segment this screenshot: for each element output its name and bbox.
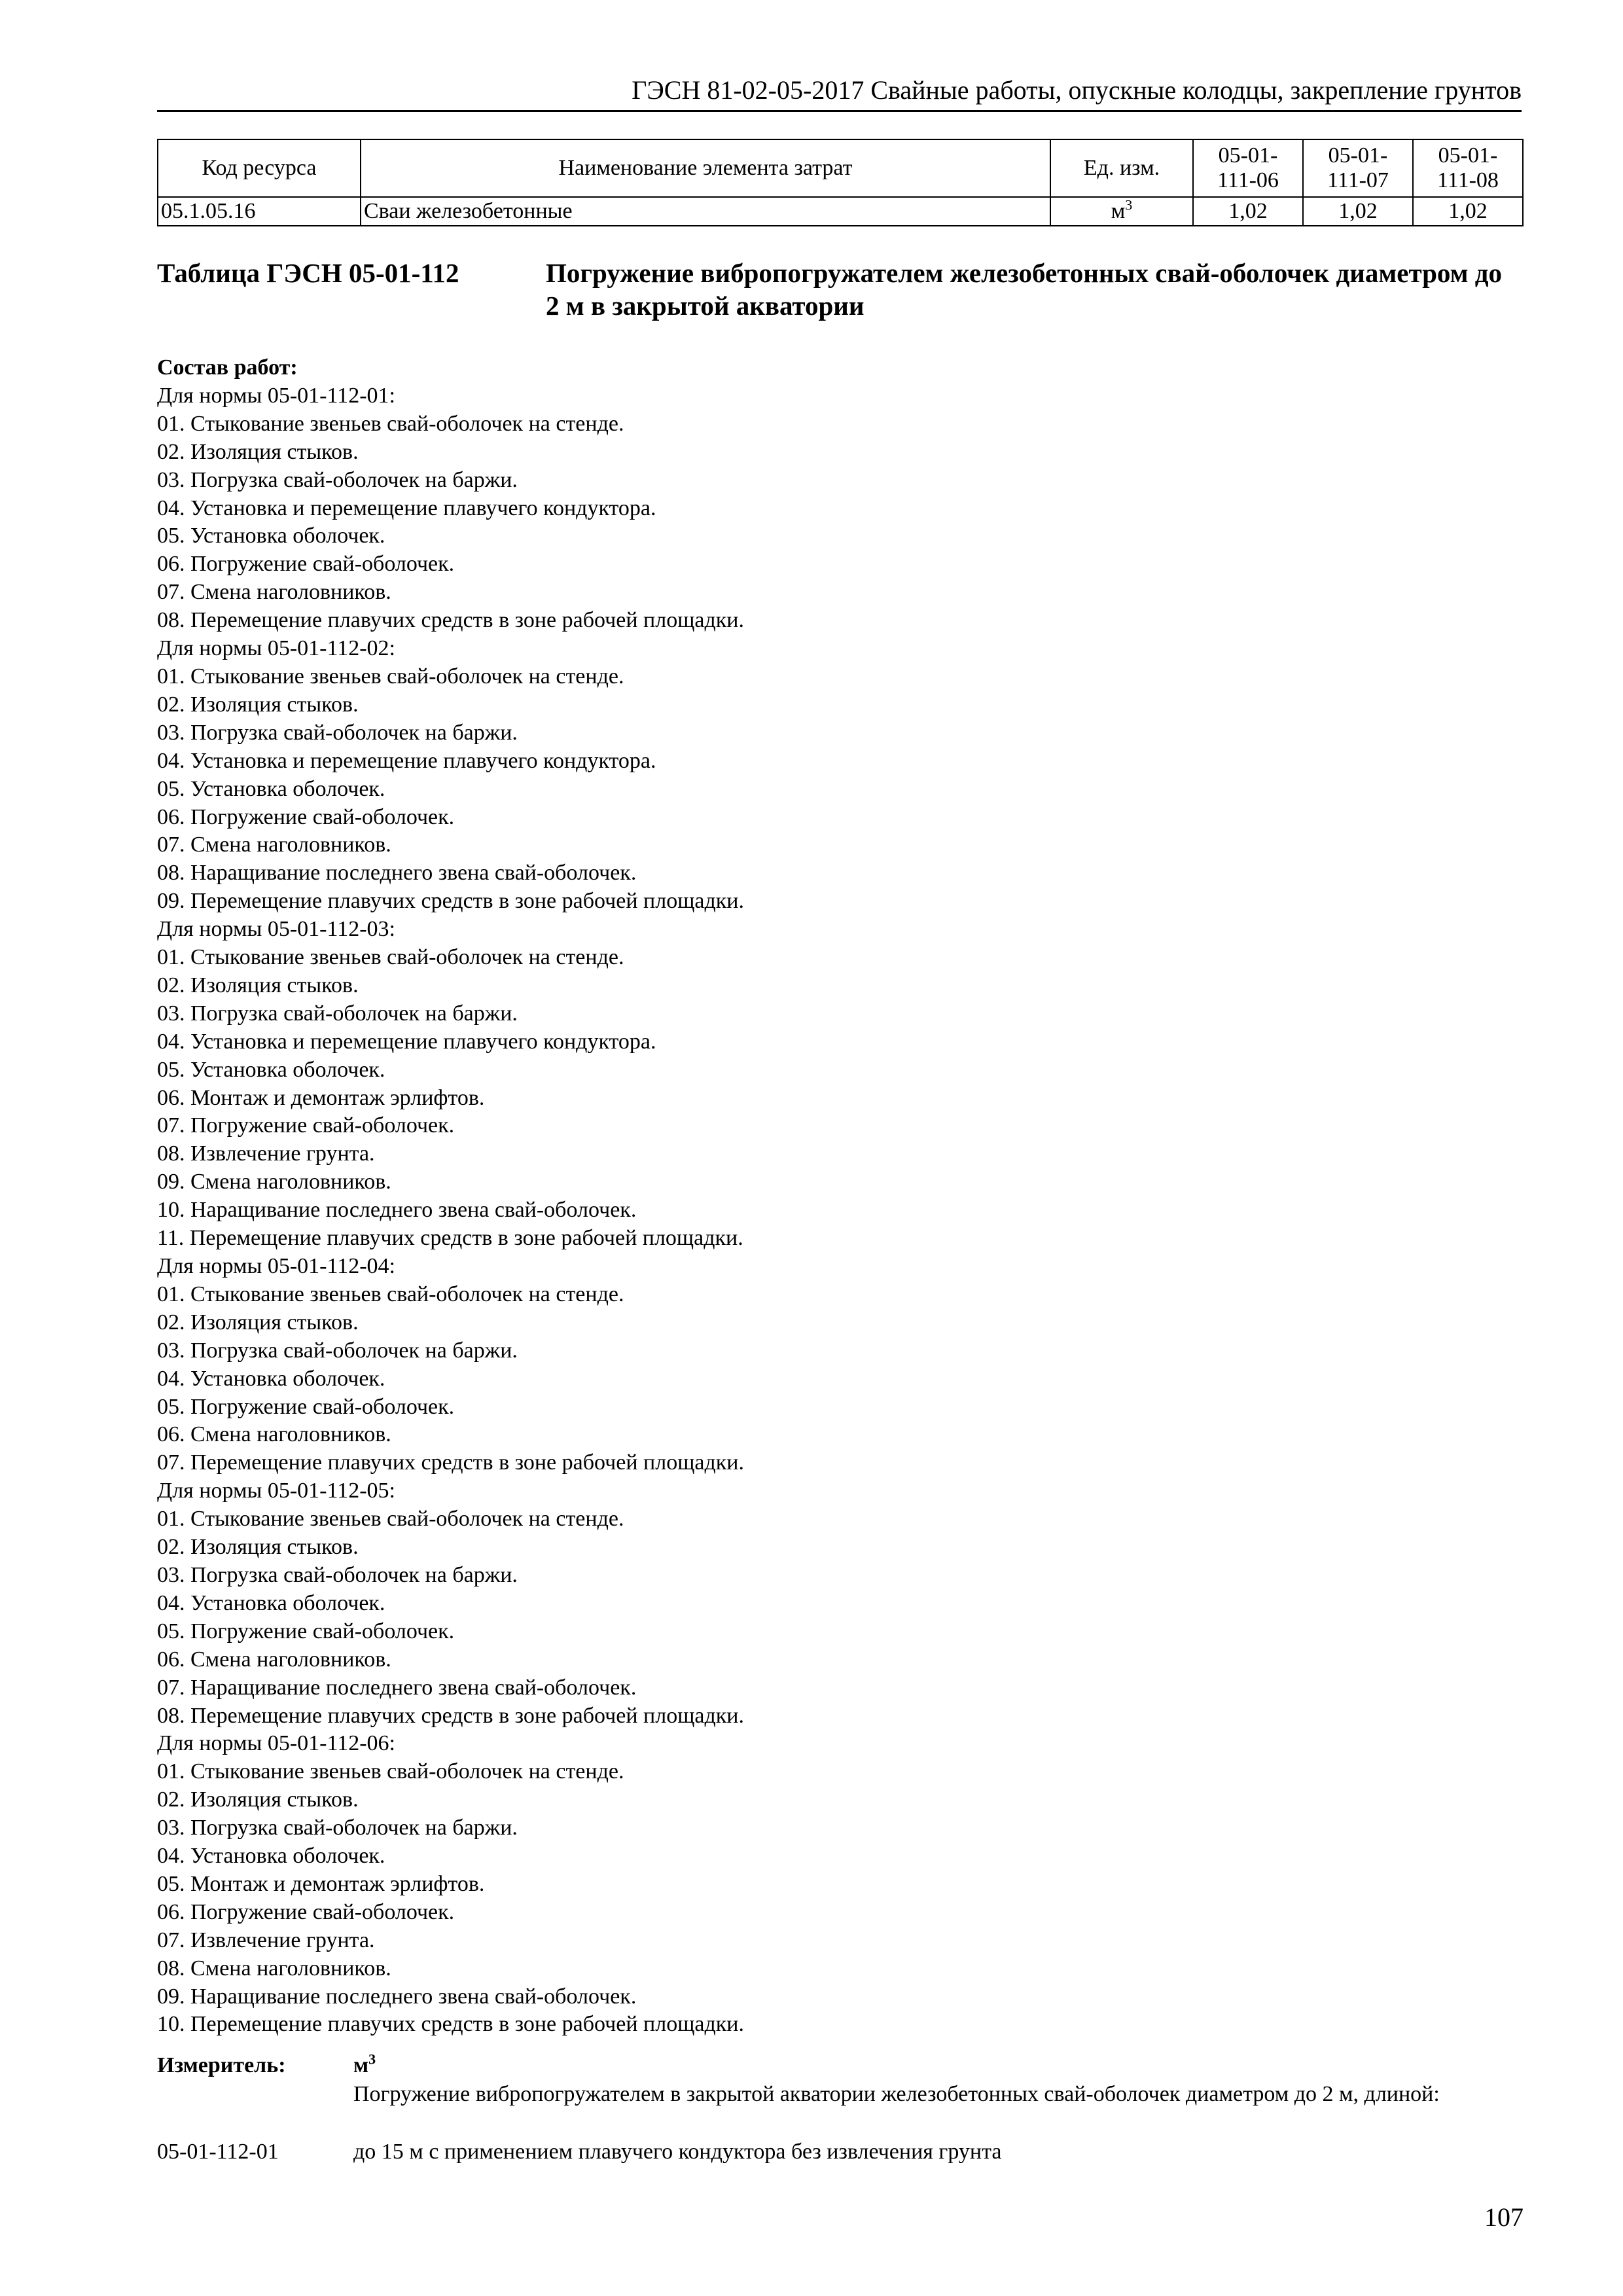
table-number: Таблица ГЭСН 05-01-112 (157, 258, 459, 288)
list-item: 05. Погружение свай-оболочек. (157, 1394, 455, 1419)
list-item: 08. Смена наголовников. (157, 1956, 391, 1981)
cell-value-07: 1,02 (1303, 197, 1413, 226)
norm-subheading: Для нормы 05-01-112-01: (157, 383, 395, 408)
unit-superscript: 3 (1125, 196, 1133, 213)
list-item: 05. Погружение свай-оболочек. (157, 1619, 455, 1643)
list-item: 01. Стыкование звеньев свай-оболочек на стенде. (157, 1507, 624, 1532)
list-item: 01. Стыкование звеньев свай-оболочек на стенде. (157, 411, 624, 436)
meter-unit (353, 2053, 376, 2079)
list-item: 03. Погрузка свай-оболочек на баржи. (157, 1001, 518, 1026)
list-item: 02. Изоляция стыков. (157, 973, 359, 997)
list-item: 07. Погружение свай-оболочек. (157, 1113, 455, 1138)
list-item: 01. Стыкование звеньев свай-оболочек на стенде. (157, 945, 624, 970)
table-row (158, 197, 1523, 226)
list-item: 06. Погружение свай-оболочек. (157, 552, 455, 577)
list-item: 11. Перемещение плавучих средств в зоне рабочей площадки. (157, 1226, 743, 1251)
list-item: 09. Наращивание последнего звена свай-оболочек. (157, 1984, 637, 2009)
work-composition (157, 354, 1524, 2039)
list-item: 06. Монтаж и демонтаж эрлифтов. (157, 1085, 485, 1110)
list-item: 08. Наращивание последнего звена свай-оболочек. (157, 861, 637, 886)
norm-subheading: Для нормы 05-01-112-04: (157, 1254, 395, 1278)
list-item: 04. Установка и перемещение плавучего кондуктора. (157, 495, 656, 520)
column-header-norm-06: 05-01- 111-06 (1193, 139, 1303, 197)
list-item: 09. Перемещение плавучих средств в зоне рабочей площадки. (157, 889, 744, 914)
work-list (157, 382, 1524, 2039)
norm-description: до 15 м с применением плавучего кондуктора без извлечения грунта (353, 2140, 1002, 2164)
list-item: 10. Наращивание последнего звена свай-оболочек. (157, 1198, 637, 1223)
norm-subheading: Для нормы 05-01-112-05: (157, 1479, 395, 1503)
norm-code: 05-01-112-01 (157, 2140, 279, 2164)
list-item: 09. Смена наголовников. (157, 1170, 391, 1194)
list-item: 01. Стыкование звеньев свай-оболочек на стенде. (157, 1282, 624, 1306)
list-item: 06. Смена наголовников. (157, 1422, 391, 1447)
table-header-row (158, 139, 1523, 197)
norm-subheading: Для нормы 05-01-112-03: (157, 917, 395, 942)
table-name: Погружение вибропогружателем железобетонных свай-оболочек диаметром до 2 м в закрытой акватории (546, 258, 1503, 321)
list-item: 02. Изоляция стыков. (157, 1535, 359, 1560)
column-header-unit: Ед. изм. (1050, 139, 1193, 197)
list-item: 03. Погрузка свай-оболочек на баржи. (157, 720, 518, 745)
norm-subheading: Для нормы 05-01-112-06: (157, 1731, 395, 1756)
column-header-norm-08: 05-01- 111-08 (1413, 139, 1523, 197)
page-number: 107 (1484, 2202, 1524, 2232)
list-item: 04. Установка и перемещение плавучего кондуктора. (157, 748, 656, 773)
cell-code: 05.1.05.16 (158, 197, 361, 226)
list-item: 02. Изоляция стыков. (157, 1310, 359, 1335)
list-item: 07. Наращивание последнего звена свай-оболочек. (157, 1675, 637, 1700)
meter-description: Погружение вибропогружателем в закрытой акватории железобетонных свай-оболочек диаметром до 2 м, длиной: (353, 2082, 1440, 2106)
list-item: 07. Извлечение грунта. (157, 1928, 375, 1952)
list-item: 04. Установка оболочек. (157, 1590, 385, 1615)
list-item: 04. Установка оболочек. (157, 1844, 385, 1869)
column-header-name: Наименование элемента затрат (361, 139, 1050, 197)
list-item: 06. Погружение свай-оболочек. (157, 804, 455, 829)
cell-name: Сваи железобетонные (361, 197, 1050, 226)
meter-label: Измеритель: (157, 2053, 286, 2077)
meter-unit-superscript: 3 (368, 2051, 376, 2068)
header-rule (157, 110, 1522, 112)
list-item: 05. Монтаж и демонтаж эрлифтов. (157, 1871, 485, 1896)
resource-table (157, 139, 1524, 226)
list-item: 08. Извлечение грунта. (157, 1141, 375, 1166)
list-item: 03. Погрузка свай-оболочек на баржи. (157, 1562, 518, 1587)
list-item: 07. Смена наголовников. (157, 833, 391, 857)
list-item: 01. Стыкование звеньев свай-оболочек на стенде. (157, 1759, 624, 1784)
cell-value-06: 1,02 (1193, 197, 1303, 226)
list-item: 05. Установка оболочек. (157, 1057, 385, 1082)
list-item: 07. Смена наголовников. (157, 580, 391, 605)
list-item: 01. Стыкование звеньев свай-оболочек на стенде. (157, 664, 624, 689)
work-composition-heading: Состав работ: (157, 355, 298, 380)
cell-value-08: 1,02 (1413, 197, 1523, 226)
unit-base: м (1111, 199, 1126, 223)
column-header-code: Код ресурса (158, 139, 361, 197)
list-item: 02. Изоляция стыков. (157, 1787, 359, 1812)
column-header-norm-07: 05-01- 111-07 (1303, 139, 1413, 197)
list-item: 07. Перемещение плавучих средств в зоне рабочей площадки. (157, 1450, 744, 1475)
list-item: 02. Изоляция стыков. (157, 692, 359, 717)
list-item: 10. Перемещение плавучих средств в зоне рабочей площадки. (157, 2012, 744, 2037)
list-item: 04. Установка и перемещение плавучего кондуктора. (157, 1029, 656, 1054)
cell-unit (1050, 197, 1193, 226)
list-item: 02. Изоляция стыков. (157, 439, 359, 464)
list-item: 04. Установка оболочек. (157, 1366, 385, 1391)
running-header: ГЭСН 81-02-05-2017 Свайные работы, опускные колодцы, закрепление грунтов (632, 75, 1522, 105)
list-item: 05. Установка оболочек. (157, 524, 385, 548)
list-item: 08. Перемещение плавучих средств в зоне рабочей площадки. (157, 608, 744, 633)
list-item: 05. Установка оболочек. (157, 776, 385, 801)
list-item: 03. Погрузка свай-оболочек на баржи. (157, 1338, 518, 1363)
norm-subheading: Для нормы 05-01-112-02: (157, 636, 395, 661)
list-item: 06. Погружение свай-оболочек. (157, 1899, 455, 1924)
list-item: 08. Перемещение плавучих средств в зоне рабочей площадки. (157, 1703, 744, 1728)
list-item: 03. Погрузка свай-оболочек на баржи. (157, 1816, 518, 1840)
list-item: 06. Смена наголовников. (157, 1647, 391, 1672)
meter-unit-base: м (353, 2053, 369, 2077)
list-item: 03. Погрузка свай-оболочек на баржи. (157, 467, 518, 492)
